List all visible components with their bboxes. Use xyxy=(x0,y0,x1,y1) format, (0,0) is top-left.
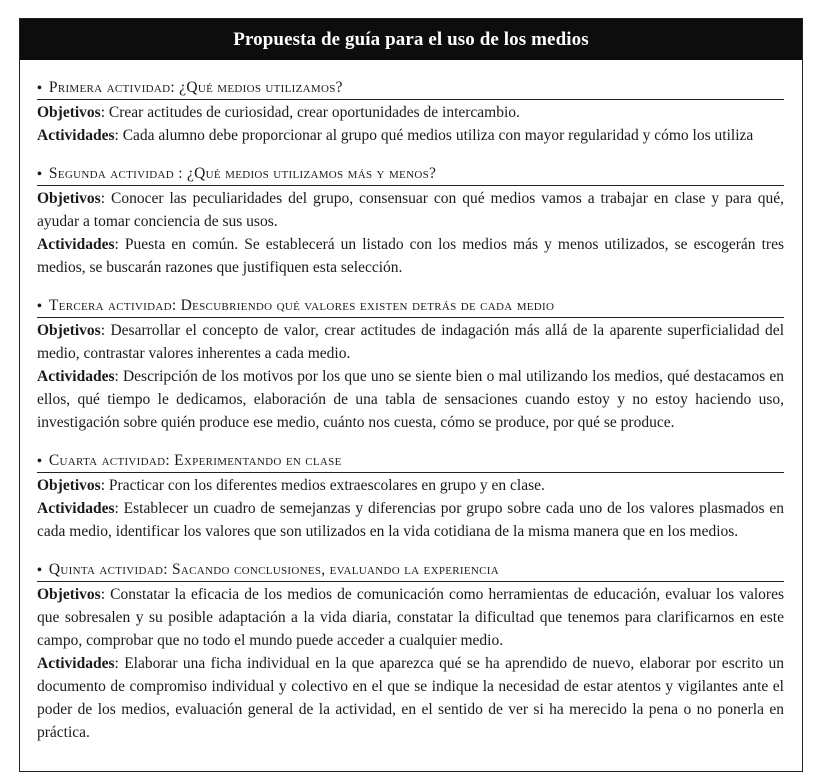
actividades-label: Actividades xyxy=(37,500,115,517)
objetivos-paragraph: Objetivos: Constatar la eficacia de los medios de comunicación como herramientas de educación, evaluar los valores que sobresalen y su posible adaptación a la vida diaria, constatar la dificultad que tenemos para clarificarnos en este campo, comprobar que no todo el mundo puede acceder a cualquier medio. xyxy=(37,586,784,649)
content xyxy=(20,79,802,744)
actividades-label: Actividades xyxy=(37,655,115,672)
activity-heading: • Primera actividad: ¿Qué medios utilizamos? xyxy=(37,79,784,100)
objetivos-text: Crear actitudes de curiosidad, crear oportunidades de intercambio. xyxy=(108,104,520,121)
actividades-paragraph: Actividades: Establecer un cuadro de semejanzas y diferencias por grupo sobre cada uno de los valores plasmados en cada medio, identificar los valores que son utilizados en la vida cotidiana de la misma manera que en los medios. xyxy=(37,500,785,540)
title-bar xyxy=(20,19,802,60)
actividades-paragraph: Actividades: Cada alumno debe proporcionar al grupo qué medios utiliza con mayor regularidad y cómo los utiliza xyxy=(37,127,754,144)
objetivos-paragraph: Objetivos: Crear actitudes de curiosidad, crear oportunidades de intercambio. xyxy=(37,104,520,121)
activity-heading: • Tercera actividad: Descubriendo qué valores existen detrás de cada medio xyxy=(37,297,784,318)
actividades-paragraph: Actividades: Puesta en común. Se establecerá un listado con los medios más y menos utilizados, se escogerán tres medios, se buscarán razones que justifiquen esta selección. xyxy=(37,236,784,276)
actividades-label: Actividades xyxy=(37,127,115,144)
page-title: Propuesta de guía para el uso de los medios xyxy=(233,28,589,50)
objetivos-paragraph: Objetivos: Conocer las peculiaridades del grupo, consensuar con qué medios vamos a trabajar en clase y para qué, ayudar a tomar conciencia de sus usos. xyxy=(37,190,784,230)
actividades-text: Elaborar una ficha individual en la que aparezca qué se ha aprendido de nuevo, elaborar por escrito un documento de compromiso individual y colectivo en el que se indique la necesidad de estar atentos y vigilantes ante el poder de los medios, evaluación general de la actividad, en el sentido de ver si ha merecido la pena o no ponerla en práctica. xyxy=(37,655,785,741)
bullet-icon: • xyxy=(37,167,42,182)
bullet-icon: • xyxy=(37,454,42,469)
activity-section-1 xyxy=(37,79,784,147)
objetivos-text: Conocer las peculiaridades del grupo, consensuar con qué medios vamos a trabajar en clase y para qué, ayudar a tomar conciencia de sus usos. xyxy=(37,190,784,230)
objetivos-label: Objetivos xyxy=(37,322,101,339)
objetivos-label: Objetivos xyxy=(37,477,101,494)
objetivos-label: Objetivos xyxy=(37,190,101,207)
actividades-text: Establecer un cuadro de semejanzas y diferencias por grupo sobre cada uno de los valores plasmados en cada medio, identificar los valores que son utilizados en la vida cotidiana de la misma manera que en los medios. xyxy=(37,500,785,540)
objetivos-paragraph: Objetivos: Desarrollar el concepto de valor, crear actitudes de indagación más allá de la aparente superficialidad del medio, contrastar valores inherentes a cada medio. xyxy=(37,322,784,362)
objetivos-text: Practicar con los diferentes medios extraescolares en grupo y en clase. xyxy=(108,477,545,494)
activity-section-3 xyxy=(37,297,784,434)
activity-heading: • Segunda actividad : ¿Qué medios utilizamos más y menos? xyxy=(37,165,784,186)
actividades-text: Puesta en común. Se establecerá un listado con los medios más y menos utilizados, se escogerán tres medios, se buscarán razones que justifiquen esta selección. xyxy=(37,236,784,276)
actividades-text: Cada alumno debe proporcionar al grupo qué medios utiliza con mayor regularidad y cómo los utiliza xyxy=(122,127,754,144)
bullet-icon: • xyxy=(37,563,42,578)
objetivos-label: Objetivos xyxy=(37,104,101,121)
bullet-icon: • xyxy=(37,299,42,314)
activity-section-4 xyxy=(37,452,784,543)
objetivos-text: Desarrollar el concepto de valor, crear actitudes de indagación más allá de la aparente superficialidad del medio, contrastar valores inherentes a cada medio. xyxy=(37,322,784,362)
actividades-label: Actividades xyxy=(37,368,115,385)
objetivos-label: Objetivos xyxy=(37,586,101,603)
guide-box xyxy=(19,18,803,772)
actividades-paragraph: Actividades: Descripción de los motivos por los que uno se siente bien o mal utilizando los medios, qué destacamos en ellos, qué tiempo le dedicamos, elaboración de una tabla de sensaciones cuando estoy y no estoy haciendo uso, investigación sobre quién produce ese medio, cuánto nos cuesta, cómo se produce, por qué se produce. xyxy=(37,368,784,431)
bullet-icon: • xyxy=(37,81,42,96)
objetivos-paragraph: Objetivos: Practicar con los diferentes medios extraescolares en grupo y en clase. xyxy=(37,477,545,494)
actividades-label: Actividades xyxy=(37,236,115,253)
actividades-paragraph: Actividades: Elaborar una ficha individual en la que aparezca qué se ha aprendido de nuevo, elaborar por escrito un documento de compromiso individual y colectivo en el que se indique la necesidad de estar atentos y vigilantes ante el poder de los medios, evaluación general de la actividad, en el sentido de ver si ha merecido la pena o no ponerla en práctica. xyxy=(37,655,785,741)
activity-heading: • Quinta actividad: Sacando conclusiones, evaluando la experiencia xyxy=(37,561,784,582)
activity-section-5 xyxy=(37,561,784,744)
actividades-text: Descripción de los motivos por los que uno se siente bien o mal utilizando los medios, qué destacamos en ellos, qué tiempo le dedicamos, elaboración de una tabla de sensaciones cuando estoy y no estoy haciendo uso, investigación sobre quién produce ese medio, cuánto nos cuesta, cómo se produce, por qué se produce. xyxy=(37,368,784,431)
activity-section-2 xyxy=(37,165,784,279)
objetivos-text: Constatar la eficacia de los medios de comunicación como herramientas de educación, evaluar los valores que sobresalen y su posible adaptación a la vida diaria, constatar la dificultad que tenemos para clarificarnos en este campo, comprobar que no todo el mundo puede acceder a cualquier medio. xyxy=(37,586,784,649)
activity-heading: • Cuarta actividad: Experimentando en clase xyxy=(37,452,784,473)
